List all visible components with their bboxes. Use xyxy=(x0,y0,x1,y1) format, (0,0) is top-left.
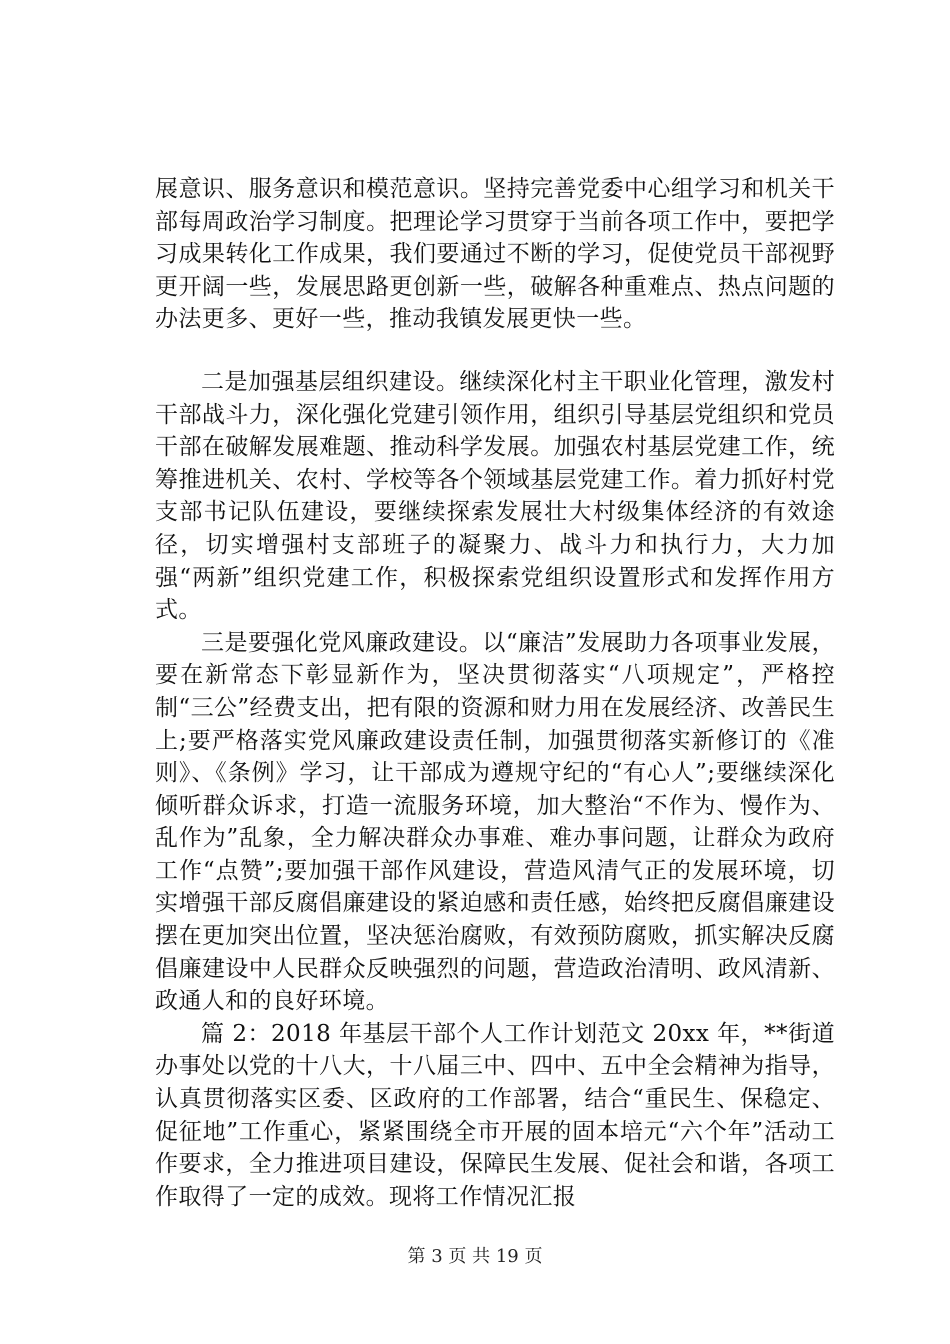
paragraph-integrity-building: 三是要强化党风廉政建设。以“廉洁”发展助力各项事业发展，要在新常态下彰显新作为，坚决贯彻落实“八项规定”，严格控制“三公”经费支出，把有限的资源和财力用在发展经济、改善民生上;要严格落实党风廉政建设责任制，加强贯彻落实新修订的《准则》、《条例》学习，让干部成为遵规守纪的“有心人”;要继续深化倾听群众诉求，打造一流服务环境，加大整治“不作为、慢作为、乱作为”乱象，全力解决群众办事难、难办事问题，让群众为政府工作“点赞”;要加强干部作风建设，营造风清气正的发展环境，切实增强干部反腐倡廉建设的紧迫感和责任感，始终把反腐倡廉建设摆在更加突出位置，坚决惩治腐败，有效预防腐败，抓实解决反腐倡廉建设中人民群众反映强烈的问题，营造政治清明、政风清新、政通人和的良好环境。 xyxy=(155,629,835,1015)
document-body xyxy=(155,173,835,1213)
paragraph-article-2: 篇 2：2018 年基层干部个人工作计划范文 20xx 年，**街道办事处以党的十八大，十八届三中、四中、五中全会精神为指导，认真贯彻落实区委、区政府的工作部署，结合“重民生、保稳定、促征地”工作重心，紧紧围绕全市开展的固本培元“六个年”活动工作要求，全力推进项目建设，保障民生发展、促社会和谐，各项工作取得了一定的成效。现将工作情况汇报 xyxy=(155,1020,835,1210)
paragraph-gap xyxy=(155,336,835,366)
page-number-footer: 第 3 页 共 19 页 xyxy=(407,1246,543,1267)
paragraph-organization-building: 二是加强基层组织建设。继续深化村主干职业化管理，激发村干部战斗力，深化强化党建引领作用，组织引导基层党组织和党员干部在破解发展难题、推动科学发展。加强农村基层党建工作，统筹推进机关、农村、学校等各个领域基层党建工作。着力抓好村党支部书记队伍建设，要继续探索发展壮大村级集体经济的有效途径，切实增强村支部班子的凝聚力、战斗力和执行力，大力加强“两新”组织党建工作，积极探索党组织设置形式和发挥作用方式。 xyxy=(155,368,835,624)
paragraph-continuation: 展意识、服务意识和模范意识。坚持完善党委中心组学习和机关干部每周政治学习制度。把理论学习贯穿于当前各项工作中，要把学习成果转化工作成果，我们要通过不断的学习，促使党员干部视野更开阔一些，发展思路更创新一些，破解各种重难点、热点问题的办法更多、更好一些，推动我镇发展更快一些。 xyxy=(155,176,835,333)
